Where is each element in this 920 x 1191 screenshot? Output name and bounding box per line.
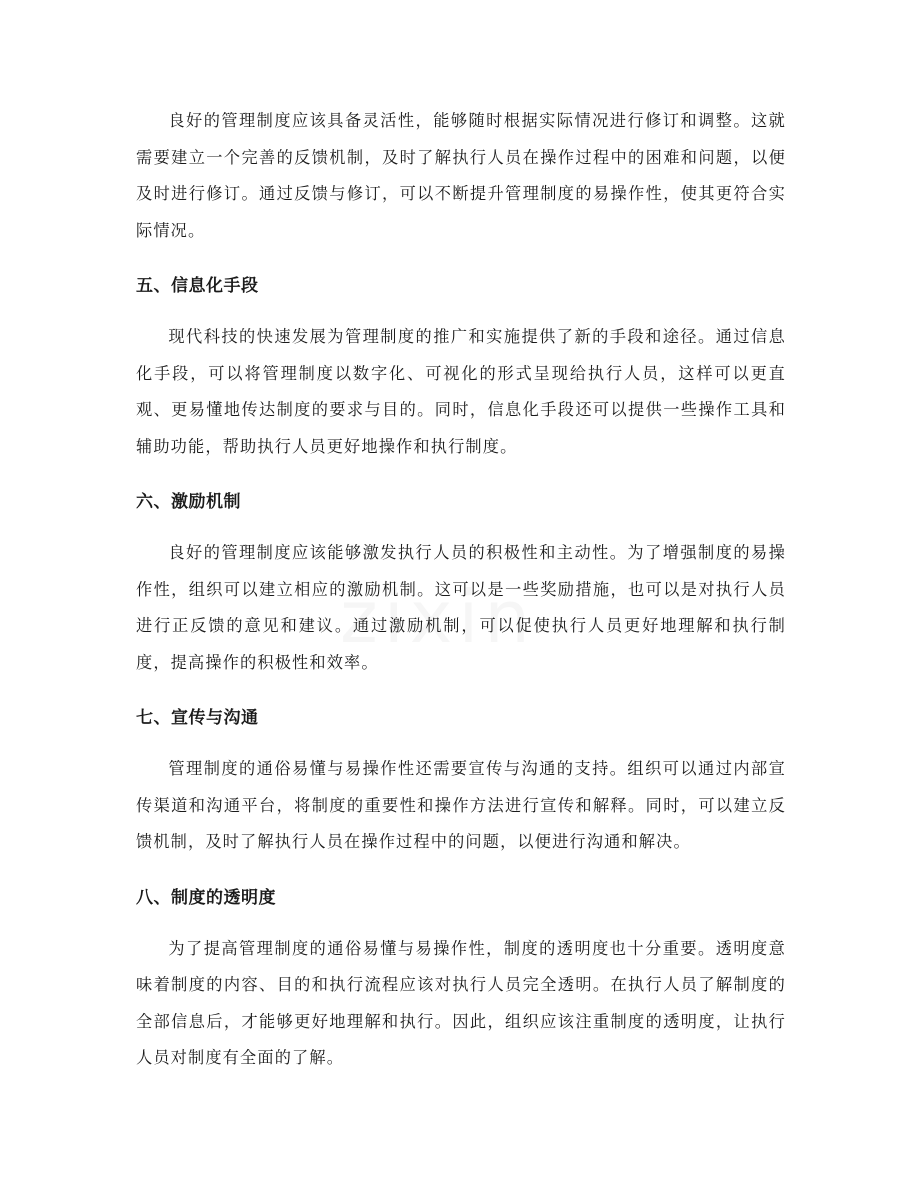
section-heading-8: 八、制度的透明度: [136, 887, 276, 908]
document-page: [136, 103, 786, 1099]
section-paragraph-6: 良好的管理制度应该能够激发执行人员的积极性和主动性。为了增强制度的易操作性，组织可以建立相应的激励机制。这可以是一些奖励措施，也可以是对执行人员进行正反馈的意见和建议。通过激励机制，可以促使执行人员更好地理解和执行制度，提高操作的积极性和效率。: [136, 543, 786, 672]
section-paragraph-8: 为了提高管理制度的通俗易懂与易操作性，制度的透明度也十分重要。透明度意味着制度的内容、目的和执行流程应该对执行人员完全透明。在执行人员了解制度的全部信息后，才能够更好地理解和执行。因此，组织应该注重制度的透明度，让执行人员对制度有全面的了解。: [136, 938, 786, 1067]
intro-paragraph: 良好的管理制度应该具备灵活性，能够随时根据实际情况进行修订和调整。这就需要建立一个完善的反馈机制，及时了解执行人员在操作过程中的困难和问题，以便及时进行修订。通过反馈与修订，可以不断提升管理制度的易操作性，使其更符合实际情况。: [136, 111, 786, 240]
section-heading-7: 七、宣传与沟通: [136, 708, 259, 728]
section-paragraph-7: 管理制度的通俗易懂与易操作性还需要宣传与沟通的支持。组织可以通过内部宣传渠道和沟通平台，将制度的重要性和操作方法进行宣传和解释。同时，可以建立反馈机制，及时了解执行人员在操作过程中的问题，以便进行沟通和解决。: [136, 759, 786, 851]
section-heading-6: 六、激励机制: [136, 492, 241, 512]
section-paragraph-5: 现代科技的快速发展为管理制度的推广和实施提供了新的手段和途径。通过信息化手段，可以将管理制度以数字化、可视化的形式呈现给执行人员，这样可以更直观、更易懂地传达制度的要求与目的。同时，信息化手段还可以提供一些操作工具和辅助功能，帮助执行人员更好地操作和执行制度。: [136, 327, 786, 456]
section-heading-5: 五、信息化手段: [136, 276, 259, 296]
